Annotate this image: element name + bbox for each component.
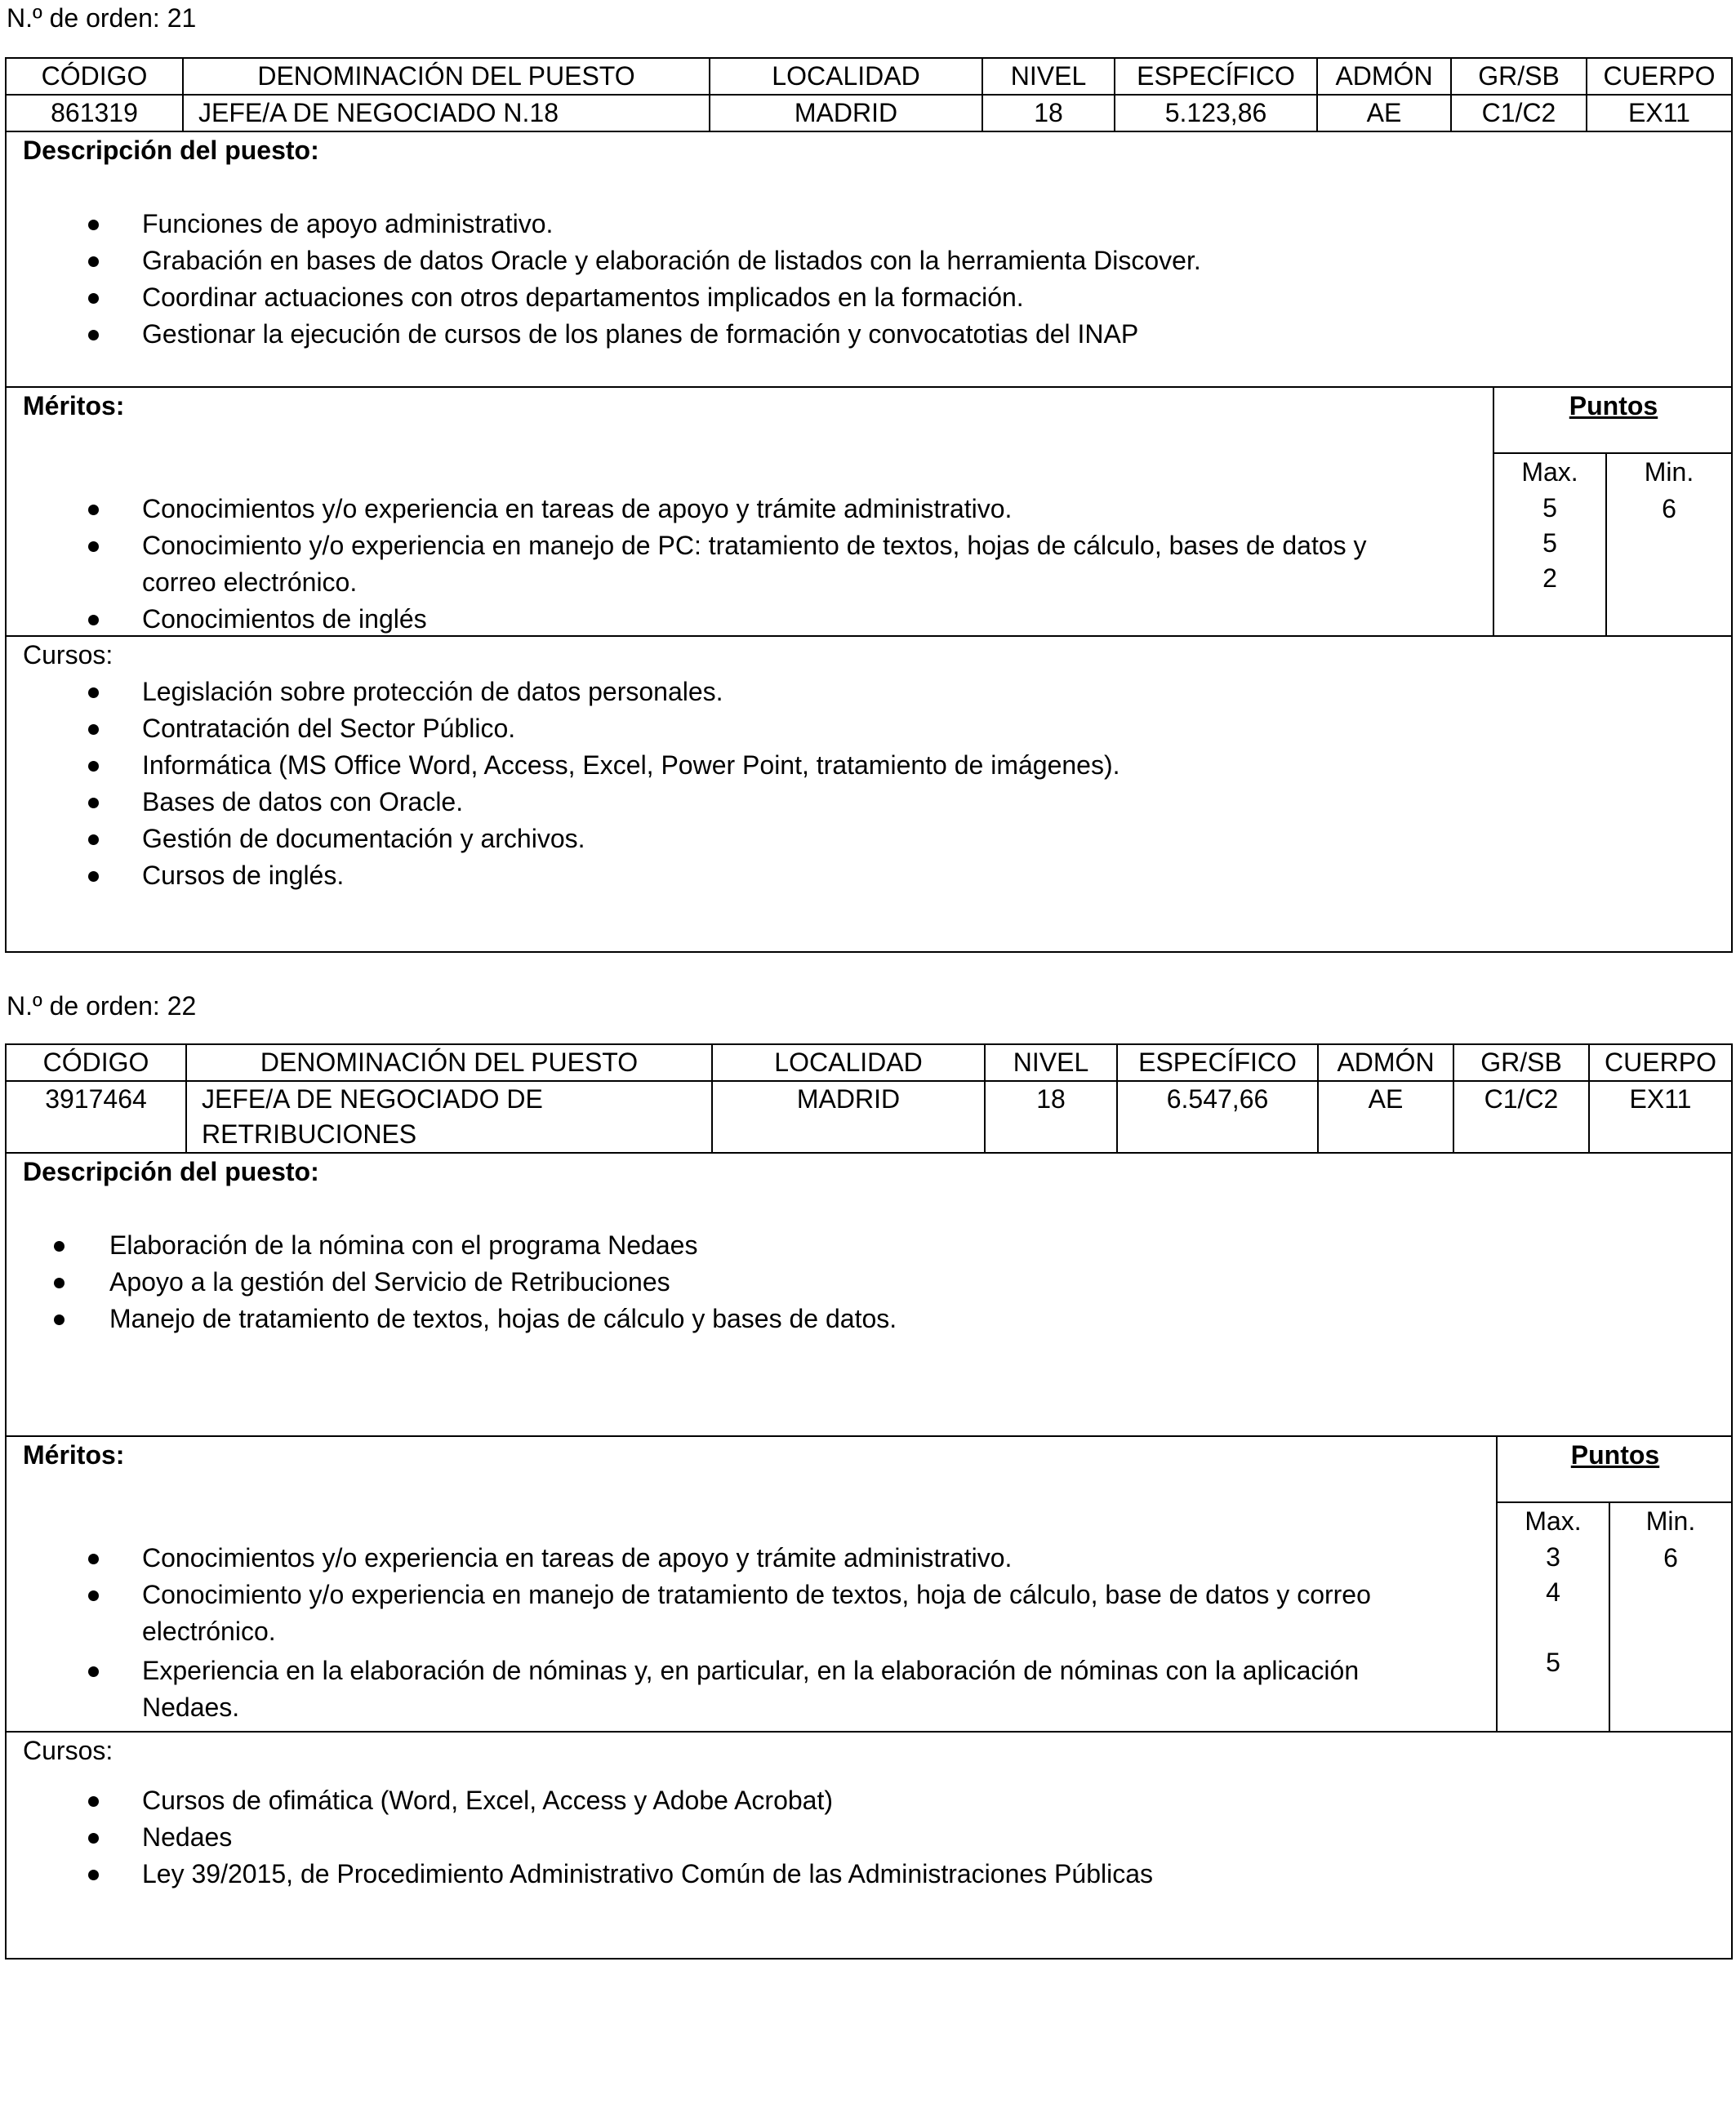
header-denominacion: DENOMINACIÓN DEL PUESTO [186,1045,712,1081]
list-item [23,1856,1731,1893]
list-item [23,1653,1403,1726]
list-item [23,857,1731,894]
list-item [23,1264,1731,1301]
list-item-text: Elaboración de la nómina con el programa Nedaes [109,1230,698,1260]
bullet-icon [88,798,99,808]
table-row [7,95,1731,131]
header-grsb: GR/SB [1451,59,1587,95]
bullet-icon [54,1315,65,1325]
merits-title: Méritos: [23,391,125,420]
list-item [23,821,1731,857]
max-value: 5 [1546,1648,1560,1677]
merits-section [7,1435,1731,1731]
cell-admon: AE [1317,95,1451,131]
courses-section [7,635,1731,954]
description-section [7,132,1731,386]
header-codigo: CÓDIGO [7,59,183,95]
list-item [23,491,1378,527]
list-item [23,1301,1731,1337]
courses-title: Cursos: [23,1736,114,1765]
list-item-text: Nedaes [142,1822,233,1852]
bullet-icon [88,1590,99,1601]
list-item-text: Cursos de ofimática (Word, Excel, Access y Adobe Acrobat) [142,1786,833,1815]
courses-list [23,674,1731,894]
cell-especifico: 6.547,66 [1117,1081,1318,1153]
list-item [23,1782,1731,1819]
list-item-text: Conocimientos de inglés [142,604,427,634]
cell-admon: AE [1318,1081,1453,1153]
cell-localidad: MADRID [712,1081,985,1153]
bullet-icon [54,1241,65,1252]
merits-list [23,1540,1403,1726]
description-list [23,1227,1731,1337]
points-header [1494,388,1733,454]
bullet-icon [88,761,99,772]
cell-codigo: 861319 [7,95,183,131]
header-admon: ADMÓN [1318,1045,1453,1081]
description-title: Descripción del puesto: [23,1157,319,1186]
cell-denominacion: JEFE/A DE NEGOCIADO N.18 [183,95,710,131]
list-item-text: Conocimientos y/o experiencia en tareas de apoyo y trámite administrativo. [142,1543,1013,1573]
bullet-icon [88,724,99,735]
bullet-icon [88,1833,99,1844]
merits-section [7,386,1731,635]
points-max-column [1494,454,1605,596]
max-value: 2 [1542,563,1557,593]
max-label: Max. [1525,1506,1582,1536]
list-item-text: Bases de datos con Oracle. [142,787,464,816]
header-codigo: CÓDIGO [7,1045,186,1081]
description-title: Descripción del puesto: [23,136,319,165]
list-item [23,674,1731,710]
list-item-text: Manejo de tratamiento de textos, hojas de cálculo y bases de datos. [109,1304,897,1333]
header-cuerpo: CUERPO [1589,1045,1731,1081]
bullet-icon [88,1796,99,1807]
min-value: 6 [1662,494,1676,523]
list-item [23,527,1378,601]
list-item-text: Contratación del Sector Público. [142,714,516,743]
table-header-row [7,59,1731,95]
list-item [23,784,1731,821]
points-title: Puntos [1570,1440,1660,1470]
job-header-table [7,1045,1731,1154]
cell-cuerpo: EX11 [1587,95,1731,131]
list-item-text: Informática (MS Office Word, Access, Excel, Power Point, tratamiento de imágenes). [142,750,1120,780]
max-value: 5 [1542,493,1557,523]
list-item-text: Conocimiento y/o experiencia en manejo de PC: tratamiento de textos, hojas de cálculo, bases de datos y correo electrónico. [142,531,1367,597]
bullet-icon [88,1870,99,1880]
list-item [23,1577,1403,1650]
list-item [23,1227,1731,1264]
cell-denominacion: JEFE/A DE NEGOCIADO DE RETRIBUCIONES [186,1081,712,1153]
cell-nivel: 18 [982,95,1115,131]
list-item-text: Grabación en bases de datos Oracle y elaboración de listados con la herramienta Discover. [142,246,1201,275]
bullet-icon [88,330,99,340]
points-title: Puntos [1569,391,1658,420]
bullet-icon [54,1278,65,1288]
cell-grsb: C1/C2 [1451,95,1587,131]
list-item [23,710,1731,747]
min-value: 6 [1663,1543,1678,1573]
min-label: Min. [1644,457,1694,487]
job-header-table [7,59,1731,132]
bullet-icon [88,1666,99,1677]
list-item [23,1819,1731,1856]
cell-localidad: MADRID [710,95,982,131]
list-item-text: Coordinar actuaciones con otros departamentos implicados en la formación. [142,282,1024,312]
list-item [23,601,1378,638]
header-nivel: NIVEL [985,1045,1117,1081]
merits-title: Méritos: [23,1440,125,1470]
bullet-icon [88,687,99,698]
header-localidad: LOCALIDAD [710,59,982,95]
cell-nivel: 18 [985,1081,1117,1153]
bullet-icon [88,541,99,552]
merits-content [7,388,1493,635]
points-panel [1493,388,1733,635]
max-label: Max. [1521,457,1578,487]
order-number: N.º de orden: 21 [7,3,197,33]
list-item [23,747,1731,784]
bullet-icon [88,505,99,515]
merits-content [7,1437,1496,1731]
bullet-icon [88,220,99,230]
header-especifico: ESPECÍFICO [1117,1045,1318,1081]
bullet-icon [88,834,99,845]
list-item-text: Legislación sobre protección de datos personales. [142,677,723,706]
points-min-column [1607,454,1731,527]
list-item [23,279,1731,316]
description-section [7,1154,1731,1435]
points-min-column [1610,1503,1731,1577]
courses-section [7,1731,1731,1958]
header-localidad: LOCALIDAD [712,1045,985,1081]
description-list [23,206,1731,353]
header-especifico: ESPECÍFICO [1115,59,1317,95]
list-item [23,206,1731,242]
job-block [5,57,1733,953]
cell-grsb: C1/C2 [1453,1081,1589,1153]
list-item-text: Apoyo a la gestión del Servicio de Retribuciones [109,1267,670,1297]
header-cuerpo: CUERPO [1587,59,1731,95]
bullet-icon [88,1554,99,1564]
min-label: Min. [1645,1506,1696,1536]
bullet-icon [88,871,99,882]
bullet-icon [88,256,99,267]
cell-cuerpo: EX11 [1589,1081,1731,1153]
max-value: 5 [1542,528,1557,558]
list-item-text: Gestión de documentación y archivos. [142,824,585,853]
job-block [5,1043,1733,1960]
order-number: N.º de orden: 22 [7,991,197,1021]
merits-list [23,491,1378,638]
list-item [23,242,1731,279]
header-admon: ADMÓN [1317,59,1451,95]
table-header-row [7,1045,1731,1081]
header-grsb: GR/SB [1453,1045,1589,1081]
list-item [23,1540,1403,1577]
bullet-icon [88,615,99,625]
cell-codigo: 3917464 [7,1081,186,1153]
list-item-text: Conocimiento y/o experiencia en manejo de tratamiento de textos, hoja de cálculo, base de datos y correo electrónico. [142,1580,1371,1646]
table-row [7,1081,1731,1153]
points-panel [1496,1437,1733,1731]
points-header [1498,1437,1733,1503]
courses-title: Cursos: [23,640,114,669]
max-value: 3 [1546,1542,1560,1572]
list-item-text: Gestionar la ejecución de cursos de los planes de formación y convocatotias del INAP [142,319,1139,349]
list-item [23,316,1731,353]
list-item-text: Conocimientos y/o experiencia en tareas de apoyo y trámite administrativo. [142,494,1013,523]
courses-list [23,1782,1731,1893]
header-nivel: NIVEL [982,59,1115,95]
header-denominacion: DENOMINACIÓN DEL PUESTO [183,59,710,95]
max-value: 4 [1546,1577,1560,1607]
list-item-text: Cursos de inglés. [142,861,345,890]
list-item-text: Experiencia en la elaboración de nóminas y, en particular, en la elaboración de nóminas con la aplicación Nedaes. [142,1656,1360,1722]
bullet-icon [88,293,99,304]
list-item-text: Funciones de apoyo administrativo. [142,209,554,238]
points-max-column [1498,1503,1609,1680]
cell-especifico: 5.123,86 [1115,95,1317,131]
list-item-text: Ley 39/2015, de Procedimiento Administrativo Común de las Administraciones Públicas [142,1859,1153,1888]
